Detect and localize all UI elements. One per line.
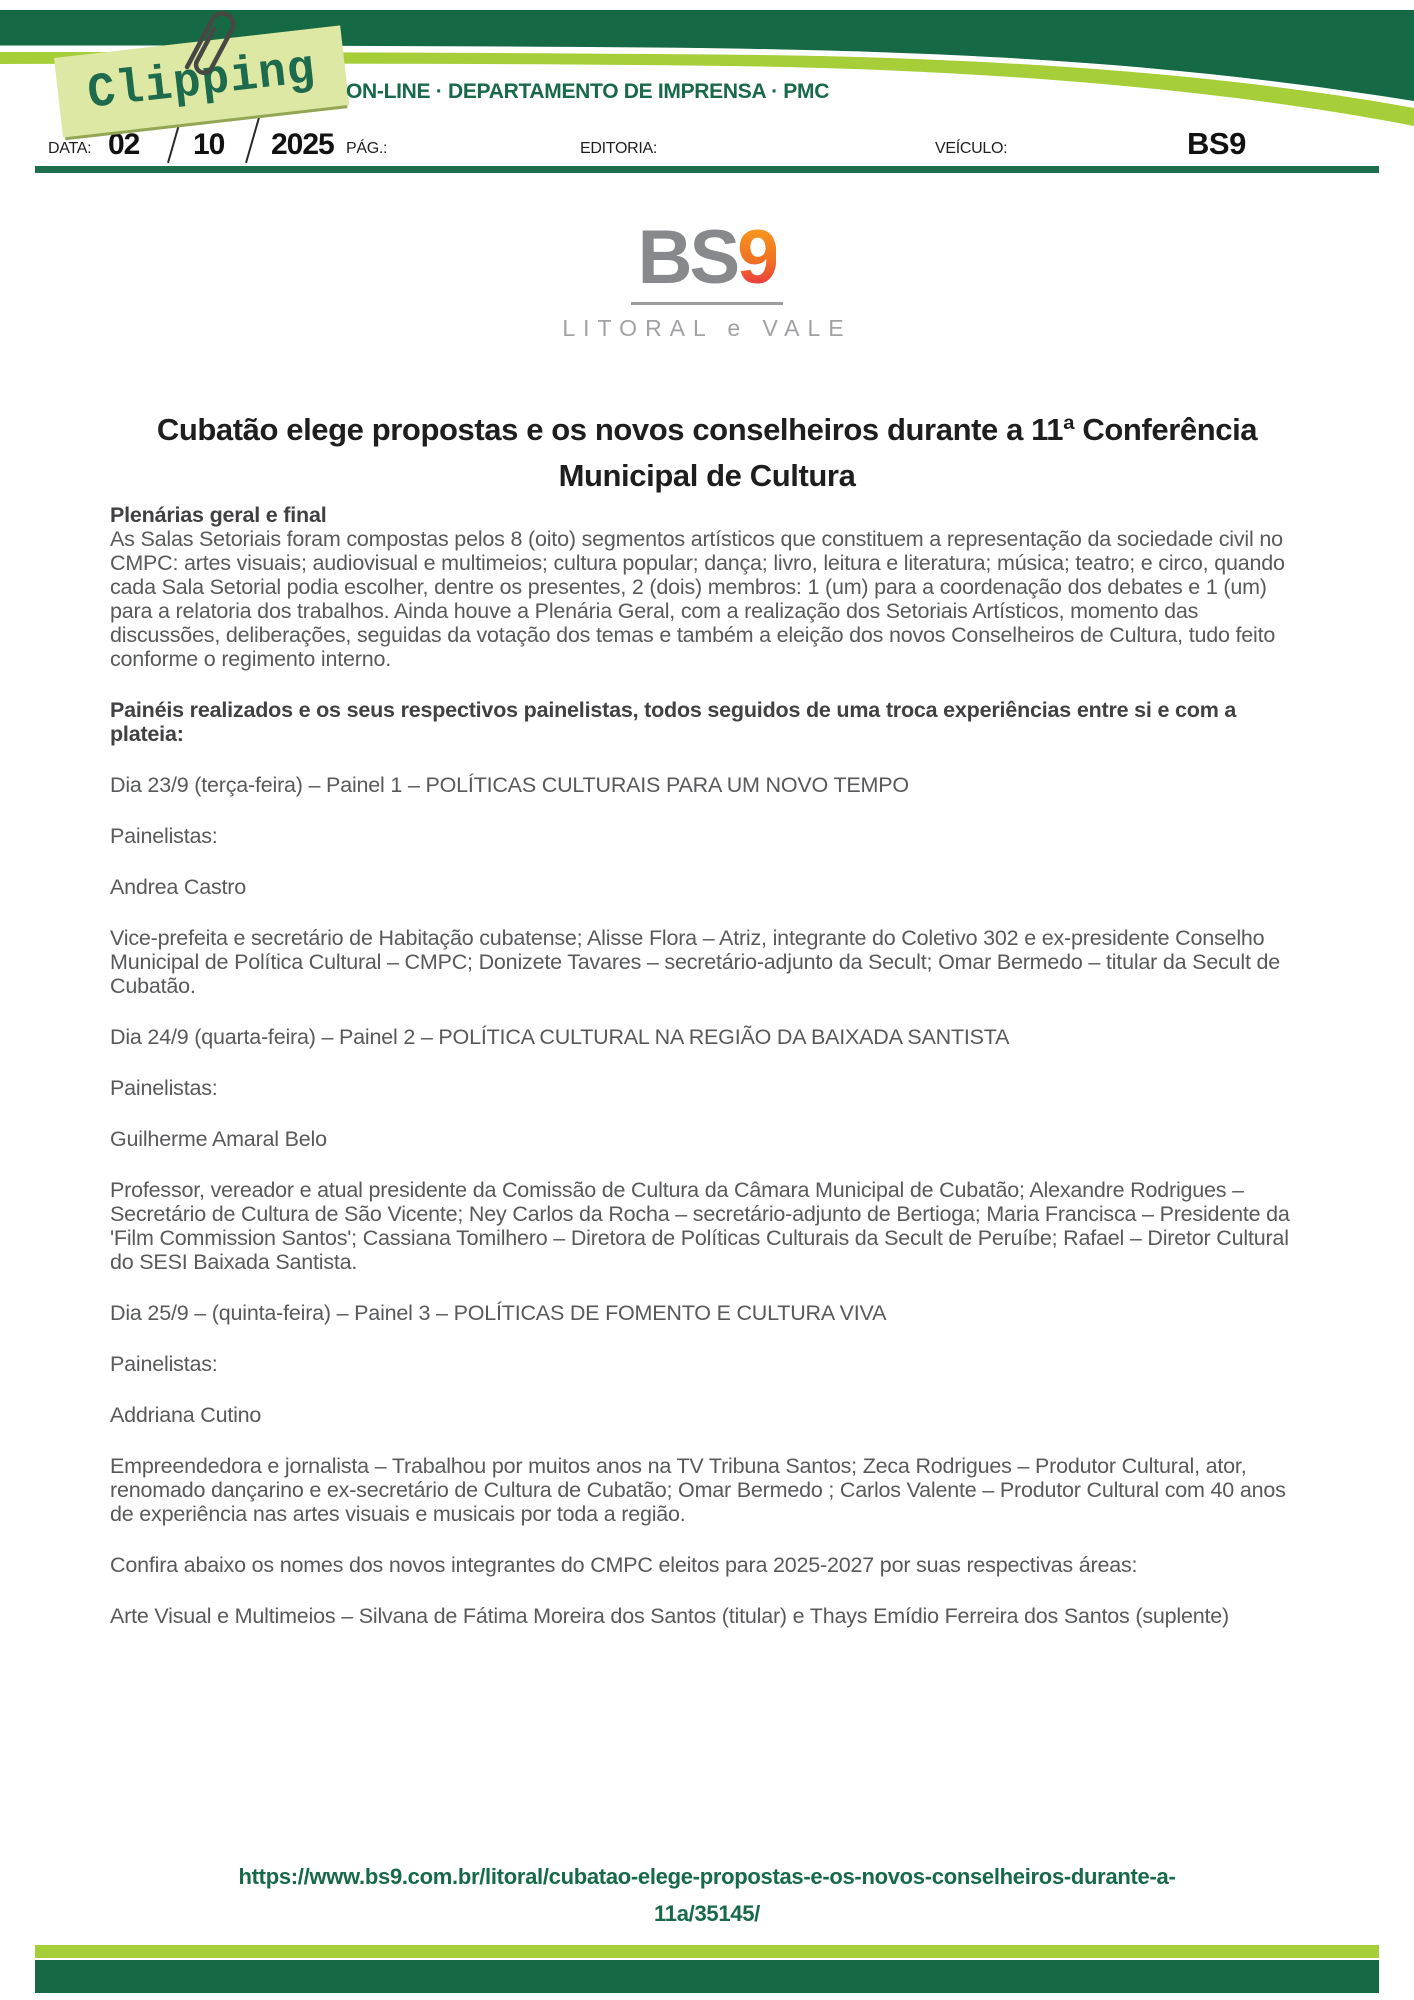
date-label: DATA:: [48, 140, 92, 157]
article-paragraph: Professor, vereador e atual presidente da Comissão de Cultura da Câmara Municipal de Cubatão; Alexandre Rodrigues – Secretário de Cultura de São Vicente; Ney Carlos da Rocha – secretário-adjunto de Bertioga; Maria Francisca – Presidente da 'Film Commission Santos'; Cassiana Tomilhero – Diretora de Políticas Culturais da Secult de Peruíbe; Rafael – Diretor Cultural do SESI Baixada Santista.: [110, 1178, 1290, 1274]
clipping-label: Clipping: [84, 41, 319, 122]
article-heading: Plenárias geral e final: [110, 503, 327, 527]
article-heading: Painéis realizados e os seus respectivos painelistas, todos seguidos de uma troca experiências entre si e com a plateia:: [110, 698, 1237, 746]
department-line: ON-LINE · DEPARTAMENTO DE IMPRENSA · PMC: [346, 80, 830, 103]
article-paragraph: Painelistas:: [110, 1352, 218, 1376]
article-paragraph: Guilherme Amaral Belo: [110, 1127, 327, 1151]
article-paragraph: Empreendedora e jornalista – Trabalhou por muitos anos na TV Tribuna Santos; Zeca Rodrigues – Produtor Cultural, ator, renomado dançarino e ex-secretário de Cultura de Cubatão; Omar Bermedo ; Carlos Valente – Produtor Cultural com 40 anos de experiência nas artes visuais e musicais por toda a região.: [110, 1454, 1286, 1526]
article-title: Cubatão elege propostas e os novos conselheiros durante a 11ª Conferência Municipal de Cultura: [156, 411, 1258, 493]
article-paragraph: Painelistas:: [110, 1076, 218, 1100]
source-url[interactable]: [110, 1858, 1304, 1932]
veiculo-label: VEÍCULO:: [935, 140, 1008, 157]
footer-bar-light: [35, 1945, 1379, 1958]
veiculo-value: BS9: [1187, 126, 1246, 161]
logo-9: 9: [737, 215, 777, 300]
article-paragraph: Painelistas:: [110, 824, 218, 848]
logo-underline: [631, 302, 783, 305]
article-paragraph: Arte Visual e Multimeios – Silvana de Fátima Moreira dos Santos (titular) e Thays Emídio Ferreira dos Santos (suplente): [110, 1604, 1229, 1628]
article-paragraph: Dia 25/9 – (quinta-feira) – Painel 3 – POLÍTICAS DE FOMENTO E CULTURA VIVA: [110, 1301, 887, 1325]
footer-bar-dark: [35, 1960, 1379, 1993]
header-rule: [35, 166, 1379, 173]
article-paragraph: Addriana Cutino: [110, 1403, 262, 1427]
article-paragraph: Vice-prefeita e secretário de Habitação cubatense; Alisse Flora – Atriz, integrante do Coletivo 302 e ex-presidente Conselho Municipal de Política Cultural – CMPC; Donizete Tavares – secretário-adjunto da Secult; Omar Bermedo – titular da Secult de Cubatão.: [110, 926, 1281, 998]
logo-subtitle: LITORAL e VALE: [562, 315, 852, 341]
article-paragraph: Andrea Castro: [110, 875, 247, 899]
article-paragraph: As Salas Setoriais foram compostas pelos 8 (oito) segmentos artísticos que constituem a representação da sociedade civil no CMPC: artes visuais; audiovisual e multimeios; cultura popular; dança; livro, leitura e literatura; música; teatro; e circo, quando cada Sala Setorial podia escolher, dentre os presentes, 2 (dois) membros: 1 (um) para a coordenação dos debates e 1 (um) para a relatoria dos trabalhos. Ainda houve a Plenária Geral, com a realização dos Setoriais Artísticos, momento das discussões, deliberações, seguidas da votação dos temas e também a eleição dos novos Conselheiros de Cultura, tudo feito conforme o regimento interno.: [110, 527, 1285, 671]
page-label: PÁG.:: [346, 140, 388, 157]
source-url-line2[interactable]: 11a/35145/: [654, 1901, 760, 1926]
date-month: 10: [193, 128, 225, 161]
logo-bs: BS: [637, 215, 738, 300]
article-body: [110, 503, 1310, 1655]
article-paragraph: Dia 23/9 (terça-feira) – Painel 1 – POLÍTICAS CULTURAIS PARA UM NOVO TEMPO: [110, 773, 909, 797]
article-paragraph: Dia 24/9 (quarta-feira) – Painel 2 – POLÍTICA CULTURAL NA REGIÃO DA BAIXADA SANTISTA: [110, 1025, 1010, 1049]
source-url-line1[interactable]: https://www.bs9.com.br/litoral/cubatao-elege-propostas-e-os-novos-conselheiros-durante-a-: [238, 1864, 1176, 1889]
editoria-label: EDITORIA:: [580, 140, 658, 157]
date-day: 02: [108, 128, 140, 161]
bs9-logo: [0, 215, 1414, 342]
article-paragraph: Confira abaixo os nomes dos novos integrantes do CMPC eleitos para 2025-2027 por suas respectivas áreas:: [110, 1553, 1138, 1577]
bs9-logo-text: [0, 215, 1414, 300]
date-year: 2025: [271, 128, 334, 161]
